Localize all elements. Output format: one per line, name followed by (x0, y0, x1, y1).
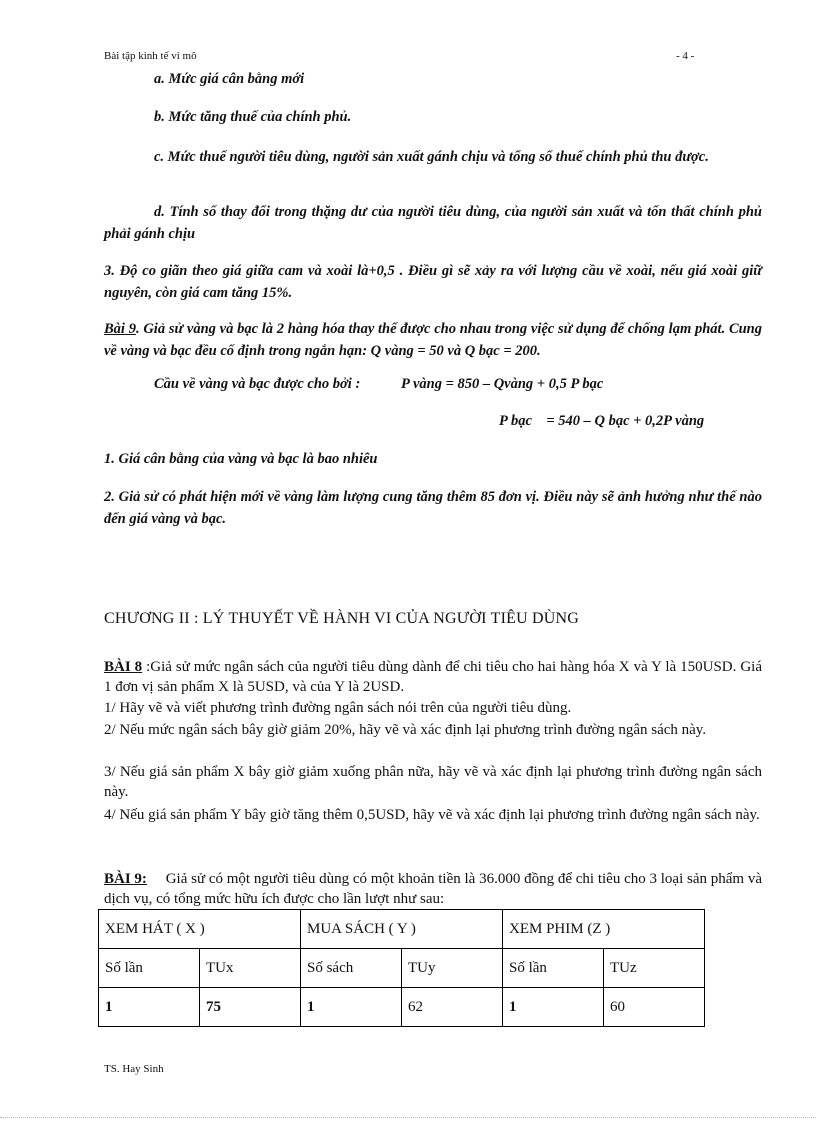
bai9b-label: BÀI 9: (104, 871, 147, 887)
table-cell: 1 (301, 988, 402, 1027)
table-cell: 75 (200, 988, 301, 1027)
equation-gold: P vàng = 850 – Qvàng + 0,5 P bạc (401, 376, 604, 392)
bai9-label: Bài 9 (104, 321, 136, 337)
question-3: 3. Độ co giãn theo giá giữa cam và xoài là+0,5 . Điều gì sẽ xảy ra với lượng cầu về xoài, nếu giá xoài giữ nguyên, còn giá cam tăng 15%. (104, 263, 762, 301)
bai8-label: BÀI 8 (104, 659, 143, 675)
group-header-y: MUA SÁCH ( Y ) (301, 910, 503, 949)
page-number: - 4 - (676, 50, 695, 62)
bai8-question-3: 3/ Nếu giá sản phẩm X bây giờ giảm xuống phân nữa, hãy vẽ và xác định lại phương trình đường ngân sách này. (104, 764, 762, 800)
group-header-z: XEM PHIM (Z ) (503, 910, 705, 949)
item-d: d. Tính số thay đổi trong thặng dư của người tiêu dùng, của người sản xuất và tổn thất chính phủ phải gánh chịu (104, 204, 762, 242)
footer-author: TS. Hay Sinh (104, 1063, 164, 1075)
chapter-title: CHƯƠNG II : LÝ THUYẾT VỀ HÀNH VI CỦA NGƯỜI TIÊU DÙNG (104, 610, 580, 627)
bai8-text: :Giả sử mức ngân sách của người tiêu dùng dành để chi tiêu cho hai hàng hóa X và Y là 150USD. Giá 1 đơn vị sản phẩm X là 5USD, và của Y là 2USD. (104, 659, 762, 695)
item-a: a. Mức giá cân bằng mới (154, 71, 305, 87)
bai8-intro (104, 657, 762, 697)
bai9b-intro (104, 869, 766, 909)
subheader-cell: Số sách (301, 949, 402, 988)
utility-table (98, 909, 705, 1027)
bai8-question-4: 4/ Nếu giá sản phẩm Y bây giờ tăng thêm 0,5USD, hãy vẽ và xác định lại phương trình đường ngân sách này. (104, 807, 760, 823)
bai9-intro (104, 318, 762, 362)
bai9-question-2: 2. Giả sử có phát hiện mới về vàng làm lượng cung tăng thêm 85 đơn vị. Điều này sẽ ảnh hưởng như thế nào đến giá vàng và bạc. (104, 489, 762, 527)
table-cell: 60 (604, 988, 705, 1027)
table-cell: 1 (99, 988, 200, 1027)
table-row (99, 910, 705, 949)
equation-silver: P bạc = 540 – Q bạc + 0,2P vàng (499, 413, 705, 429)
bai9b-text: Giả sử có một người tiêu dùng có một khoản tiền là 36.000 đồng để chi tiêu cho 3 loại sản phẩm và dịch vụ, có tổng mức hữu ích được cho lần lượt như sau: (104, 871, 766, 907)
bai9-question-1: 1. Giá cân bằng của vàng và bạc là bao nhiêu (104, 451, 378, 467)
subheader-cell: TUx (200, 949, 301, 988)
bai8-question-2: 2/ Nếu mức ngân sách bây giờ giảm 20%, hãy vẽ và xác định lại phương trình đường ngân sách này. (104, 722, 707, 738)
table-row (99, 949, 705, 988)
bai9-text: . Giả sử vàng và bạc là 2 hàng hóa thay thế được cho nhau trong việc sử dụng để chống lạm phát. Cung về vàng và bạc đều cố định trong ngắn hạn: Q vàng = 50 và Q bạc = 200. (104, 321, 762, 359)
header-title: Bài tập kinh tế vi mô (104, 50, 197, 62)
subheader-cell: Số lần (503, 949, 604, 988)
group-header-x: XEM HÁT ( X ) (99, 910, 301, 949)
table-row (99, 988, 705, 1027)
demand-intro: Cầu về vàng và bạc được cho bởi : (154, 376, 361, 392)
item-c: c. Mức thuế người tiêu dùng, người sản xuất gánh chịu và tổng số thuế chính phủ thu được. (154, 149, 709, 165)
table-cell: 62 (402, 988, 503, 1027)
table-cell: 1 (503, 988, 604, 1027)
subheader-cell: TUz (604, 949, 705, 988)
bai8-question-1: 1/ Hãy vẽ và viết phương trình đường ngân sách nói trên của người tiêu dùng. (104, 700, 572, 716)
subheader-cell: TUy (402, 949, 503, 988)
item-b: b. Mức tăng thuế của chính phủ. (154, 109, 352, 125)
page-bottom-divider (0, 1117, 816, 1118)
subheader-cell: Số lần (99, 949, 200, 988)
